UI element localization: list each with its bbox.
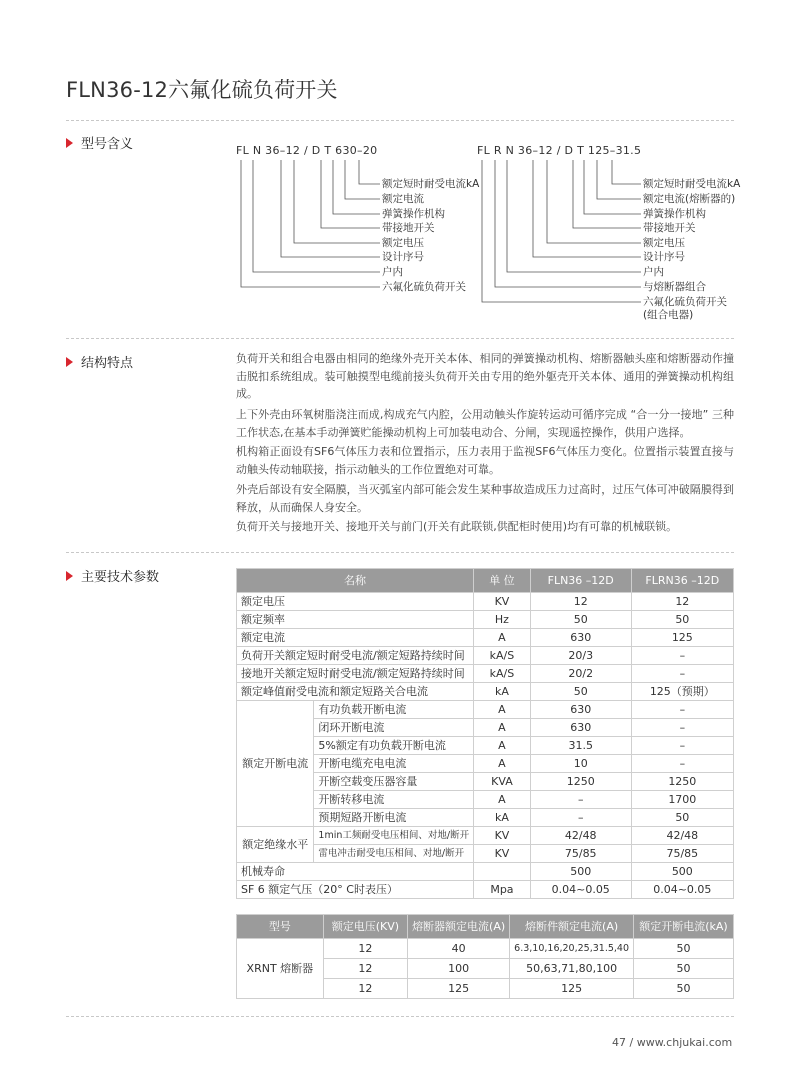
table-row: 预期短路开断电流 kA – 50 [237,809,734,827]
table-row: 开断电缆充电电流 A 10 – [237,755,734,773]
model-label: 与熔断器组合 [643,281,706,293]
section-params-heading: 主要技术参数 [66,566,159,585]
spec-table [236,568,734,899]
model-label: 设计序号 [643,251,685,263]
paragraph: 机构箱正面设有SF6气体压力表和位置指示，压力表用于监视SF6气体压力变化。位置指示装置直接与动触头传动轴联接，指示动触头的工作位置绝对可靠。 [236,445,734,476]
model-diagram-right [477,144,741,324]
group-label: 额定开断电流 [237,701,314,827]
paragraph: 负荷开关与接地开关、接地开关与前门(开关有此联锁,供配柜时使用)均有可靠的机械联锁。 [236,520,678,533]
table-row: XRNT 熔断器 12 40 6.3,10,16,20,25,31.5,40 50 [237,939,734,959]
column-header: FLRN36 –12D [631,569,733,593]
model-code: FL N 36–12 / D T 630–20 [236,144,378,157]
model-label: 弹簧操作机构 [382,208,445,220]
table-header-row [237,569,734,593]
section-structure-heading: 结构特点 [66,352,133,371]
model-label: 带接地开关 [643,222,696,234]
section-model-heading: 型号含义 [66,133,133,152]
model-label: 户内 [643,266,664,278]
table-row: 额定频率 Hz 50 50 [237,611,734,629]
table-row: 开断空载变压器容量 KVA 1250 1250 [237,773,734,791]
page-title: FLN36-12六氟化硫负荷开关 [66,78,338,102]
table-row: 负荷开关额定短时耐受电流/额定短路持续时间 kA/S 20/3 – [237,647,734,665]
table-row: 闭环开断电流 A 630 – [237,719,734,737]
table-row: 接地开关额定短时耐受电流/额定短路持续时间 kA/S 20/2 – [237,665,734,683]
model-label: 额定电压 [643,237,685,249]
model-label: 带接地开关 [382,222,435,234]
table-row: 机械寿命 500 500 [237,863,734,881]
model-label: 弹簧操作机构 [643,208,706,220]
model-label: 额定电压 [382,237,424,249]
model-label: 额定短时耐受电流kA [382,178,480,190]
table-row: 12 100 50,63,71,80,100 50 [237,959,734,979]
column-header: FLN36 –12D [530,569,631,593]
table-row: 12 125 125 50 [237,979,734,999]
group-label: 额定绝缘水平 [237,827,314,863]
column-header: 熔断器额定电流(A) [408,915,510,939]
model-label: 额定电流(熔断器的) [643,193,736,205]
table-row: 额定电流 A 630 125 [237,629,734,647]
model-label: (组合电器) [643,309,694,321]
arrow-icon [66,571,73,581]
table-row: 额定开断电流 有功负载开断电流 A 630 – [237,701,734,719]
model-label: 六氟化硫负荷开关 [382,281,466,293]
table-row: SF 6 额定气压（20° C时表压） Mpa 0.04~0.05 0.04~0.05 [237,881,734,899]
page-footer: 47 / www.chjukai.com [612,1036,733,1049]
divider [66,120,734,121]
table-row: 额定峰值耐受电流和额定短路关合电流 kA 50 125（预期） [237,683,734,701]
arrow-icon [66,138,73,148]
paragraph: 外壳后部设有安全隔膜，当灭弧室内部可能会发生某种事故造成压力过高时，过压气体可冲破隔膜得到释放，从而确保人身安全。 [236,483,734,514]
table-row: 开断转移电流 A – 1700 [237,791,734,809]
arrow-icon [66,357,73,367]
column-header: 熔断件额定电流(A) [510,915,634,939]
model-label: 设计序号 [382,251,424,263]
table-row: 5%额定有功负载开断电流 A 31.5 – [237,737,734,755]
column-header: 名称 [237,569,474,593]
table-header-row [237,915,734,939]
column-header: 额定开断电流(kA) [634,915,734,939]
fuse-model: XRNT 熔断器 [237,939,324,999]
fuse-table [236,914,734,999]
paragraph: 上下外壳由环氧树脂浇注而成,构成充气内腔，公用动触头作旋转运动可循序完成 “合一分一接地” 三种工作状态,在基本手动弹簧贮能操动机构上可加装电动合、分闸，实现遥控操作，供用户选择。 [236,408,734,439]
column-header: 单 位 [474,569,531,593]
model-label: 额定电流 [382,193,424,205]
column-header: 型号 [237,915,324,939]
model-label: 户内 [382,266,403,278]
column-header: 额定电压(KV) [323,915,407,939]
model-label: 额定短时耐受电流kA [643,178,741,190]
table-row: 雷电冲击耐受电压相间、对地/断开 KV 75/85 75/85 [237,845,734,863]
model-lines-left [236,144,476,304]
table-row: 额定绝缘水平 1min工频耐受电压相间、对地/断开 KV 42/48 42/48 [237,827,734,845]
model-label: 六氟化硫负荷开关 [643,296,727,308]
model-code: FL R N 36–12 / D T 125–31.5 [477,144,642,157]
divider [66,338,734,339]
paragraph: 负荷开关和组合电器由相同的绝缘外壳开关本体、相同的弹簧操动机构、熔断器触头座和熔断器动作撞击脱扣系统组成。装可触摸型电缆前接头负荷开关由专用的绝外躯壳开关本体、通用的弹簧操动机构组成。 [236,352,734,400]
table-row: 额定电压 KV 12 12 [237,593,734,611]
divider [66,552,734,553]
divider [66,1016,734,1017]
model-diagram-left [236,144,480,304]
